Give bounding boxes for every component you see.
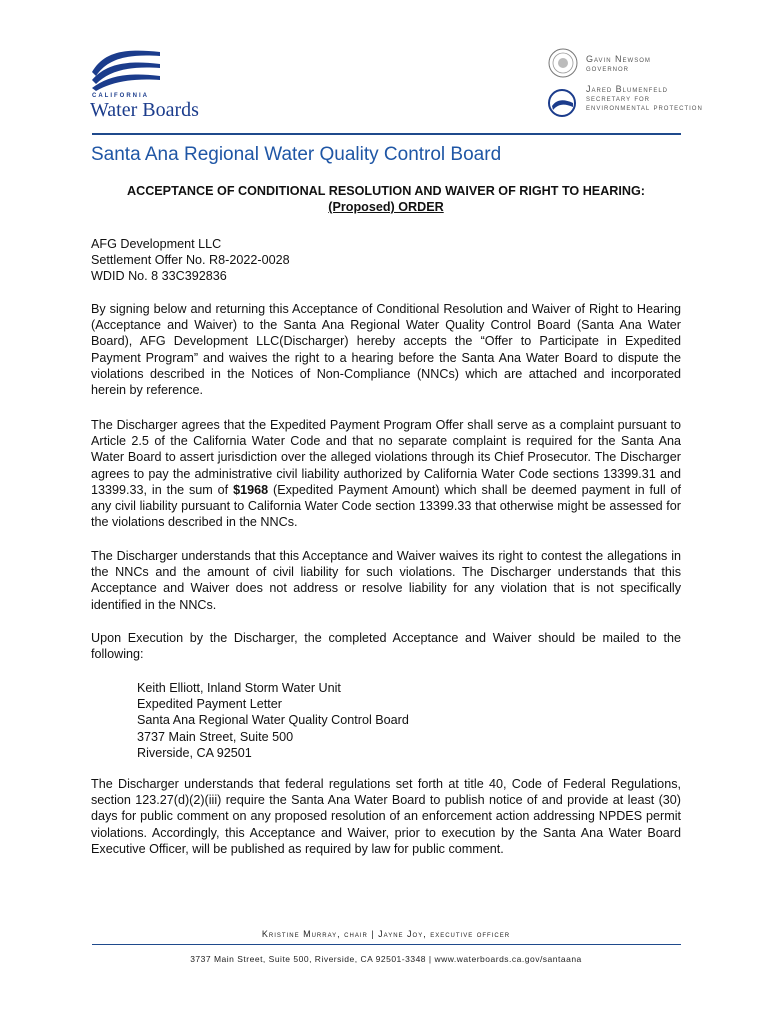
official-governor: [586, 55, 651, 73]
recipient-block: [91, 236, 681, 285]
wdid-number: WDID No. 8 33C392836: [91, 269, 227, 284]
calepa-wave-icon: [548, 89, 576, 117]
water-boards-wave-logo: [90, 46, 162, 92]
paragraph-2: [91, 417, 681, 530]
board-title: Santa Ana Regional Water Quality Control Board: [91, 144, 502, 165]
logo-california-text: CALIFORNIA: [92, 93, 149, 99]
secretary-title-line1: secretary for: [586, 94, 651, 103]
heading-line1: ACCEPTANCE OF CONDITIONAL RESOLUTION AND WAIVER OF RIGHT TO HEARING:: [127, 184, 645, 198]
california-seal-icon: [548, 48, 578, 78]
official-secretary: [586, 85, 703, 112]
paragraph-2-before: The Discharger agrees that the Expedited Payment Program Offer shall serve as a complaint pursuant to Article 2.5 of the California Water Code and that no separate complaint is required for the Santa Ana Water Board to assert jurisdiction over the alleged violations through its Chief Prosecutor. The Discharger agrees to pay the administrative civil liability authorized by California Water Code sections 13399.31 and 13399.33, in the sum of: [91, 418, 681, 497]
address-line: Expedited Payment Letter: [137, 697, 282, 712]
logo-water-boards-text: Water Boards: [90, 99, 199, 121]
heading-line2: (Proposed) ORDER: [328, 200, 444, 214]
footer-address: 3737 Main Street, Suite 500, Riverside, CA 92501-3348 | www.waterboards.ca.gov/santaana: [190, 954, 582, 964]
paragraph-2-after: (Expedited Payment Amount) which shall be deemed payment in full of any civil liability pursuant to California Water Code section 13399.33 that otherwise might be assessed for the violations described in the NNCs.: [91, 482, 682, 530]
governor-name: Gavin Newsom: [586, 54, 651, 64]
recipient-company: AFG Development LLC: [91, 237, 222, 251]
paragraph-4: Upon Execution by the Discharger, the completed Acceptance and Waiver should be mailed to the following:: [91, 631, 681, 662]
secretary-name: Jared Blumenfeld: [586, 84, 669, 94]
paragraph-5: The Discharger understands that federal regulations set forth at title 40, Code of Federal Regulations, section 123.27(d)(2)(iii) require the Santa Ana Water Board to publish notice of and provide at least (30) days for public comment on any proposed resolution of an enforcement action addressing NPDES permit violations. Accordingly, this Acceptance and Waiver, prior to execution by the Santa Ana Water Board Executive Officer, will be published as required by law for public comment.: [91, 777, 681, 856]
address-line: Keith Elliott, Inland Storm Water Unit: [137, 681, 341, 695]
expedited-payment-amount: $1968: [233, 482, 269, 497]
secretary-title-line2: environmental protection: [586, 103, 703, 112]
paragraph-3: The Discharger understands that this Acceptance and Waiver waives its right to contest the allegations in the NNCs and the amount of civil liability for such violations. The Discharger understands that this Acceptance and Waiver does not address or resolve liability for any violation that is not specifically identified in the NNCs.: [91, 549, 681, 612]
water-boards-logo: [90, 46, 220, 124]
document-heading: [91, 183, 681, 215]
address-line: Santa Ana Regional Water Quality Control Board: [137, 713, 409, 728]
footer-board-officers: Kristine Murray, chair | Jayne Joy, executive officer: [261, 929, 511, 939]
address-line: Riverside, CA 92501: [137, 745, 252, 760]
footer-divider: [92, 944, 681, 945]
paragraph-1: By signing below and returning this Acceptance of Conditional Resolution and Waiver of Right to Hearing (Acceptance and Waiver) to the Santa Ana Regional Water Quality Control Board (Santa Ana Water Board), AFG Development LLC(Discharger) hereby accepts the “Offer to Participate in Expedited Payment Program” and waives the right to a hearing before the Santa Ana Water Board to dispute the violations described in the Notices of Non-Compliance (NNCs) which are attached and incorporated herein by reference.: [91, 302, 681, 398]
header-divider: [92, 133, 681, 135]
address-line: 3737 Main Street, Suite 500: [137, 729, 294, 744]
governor-title: governor: [586, 64, 630, 73]
mailing-address: [137, 680, 537, 761]
settlement-number: Settlement Offer No. R8-2022-0028: [91, 253, 290, 268]
